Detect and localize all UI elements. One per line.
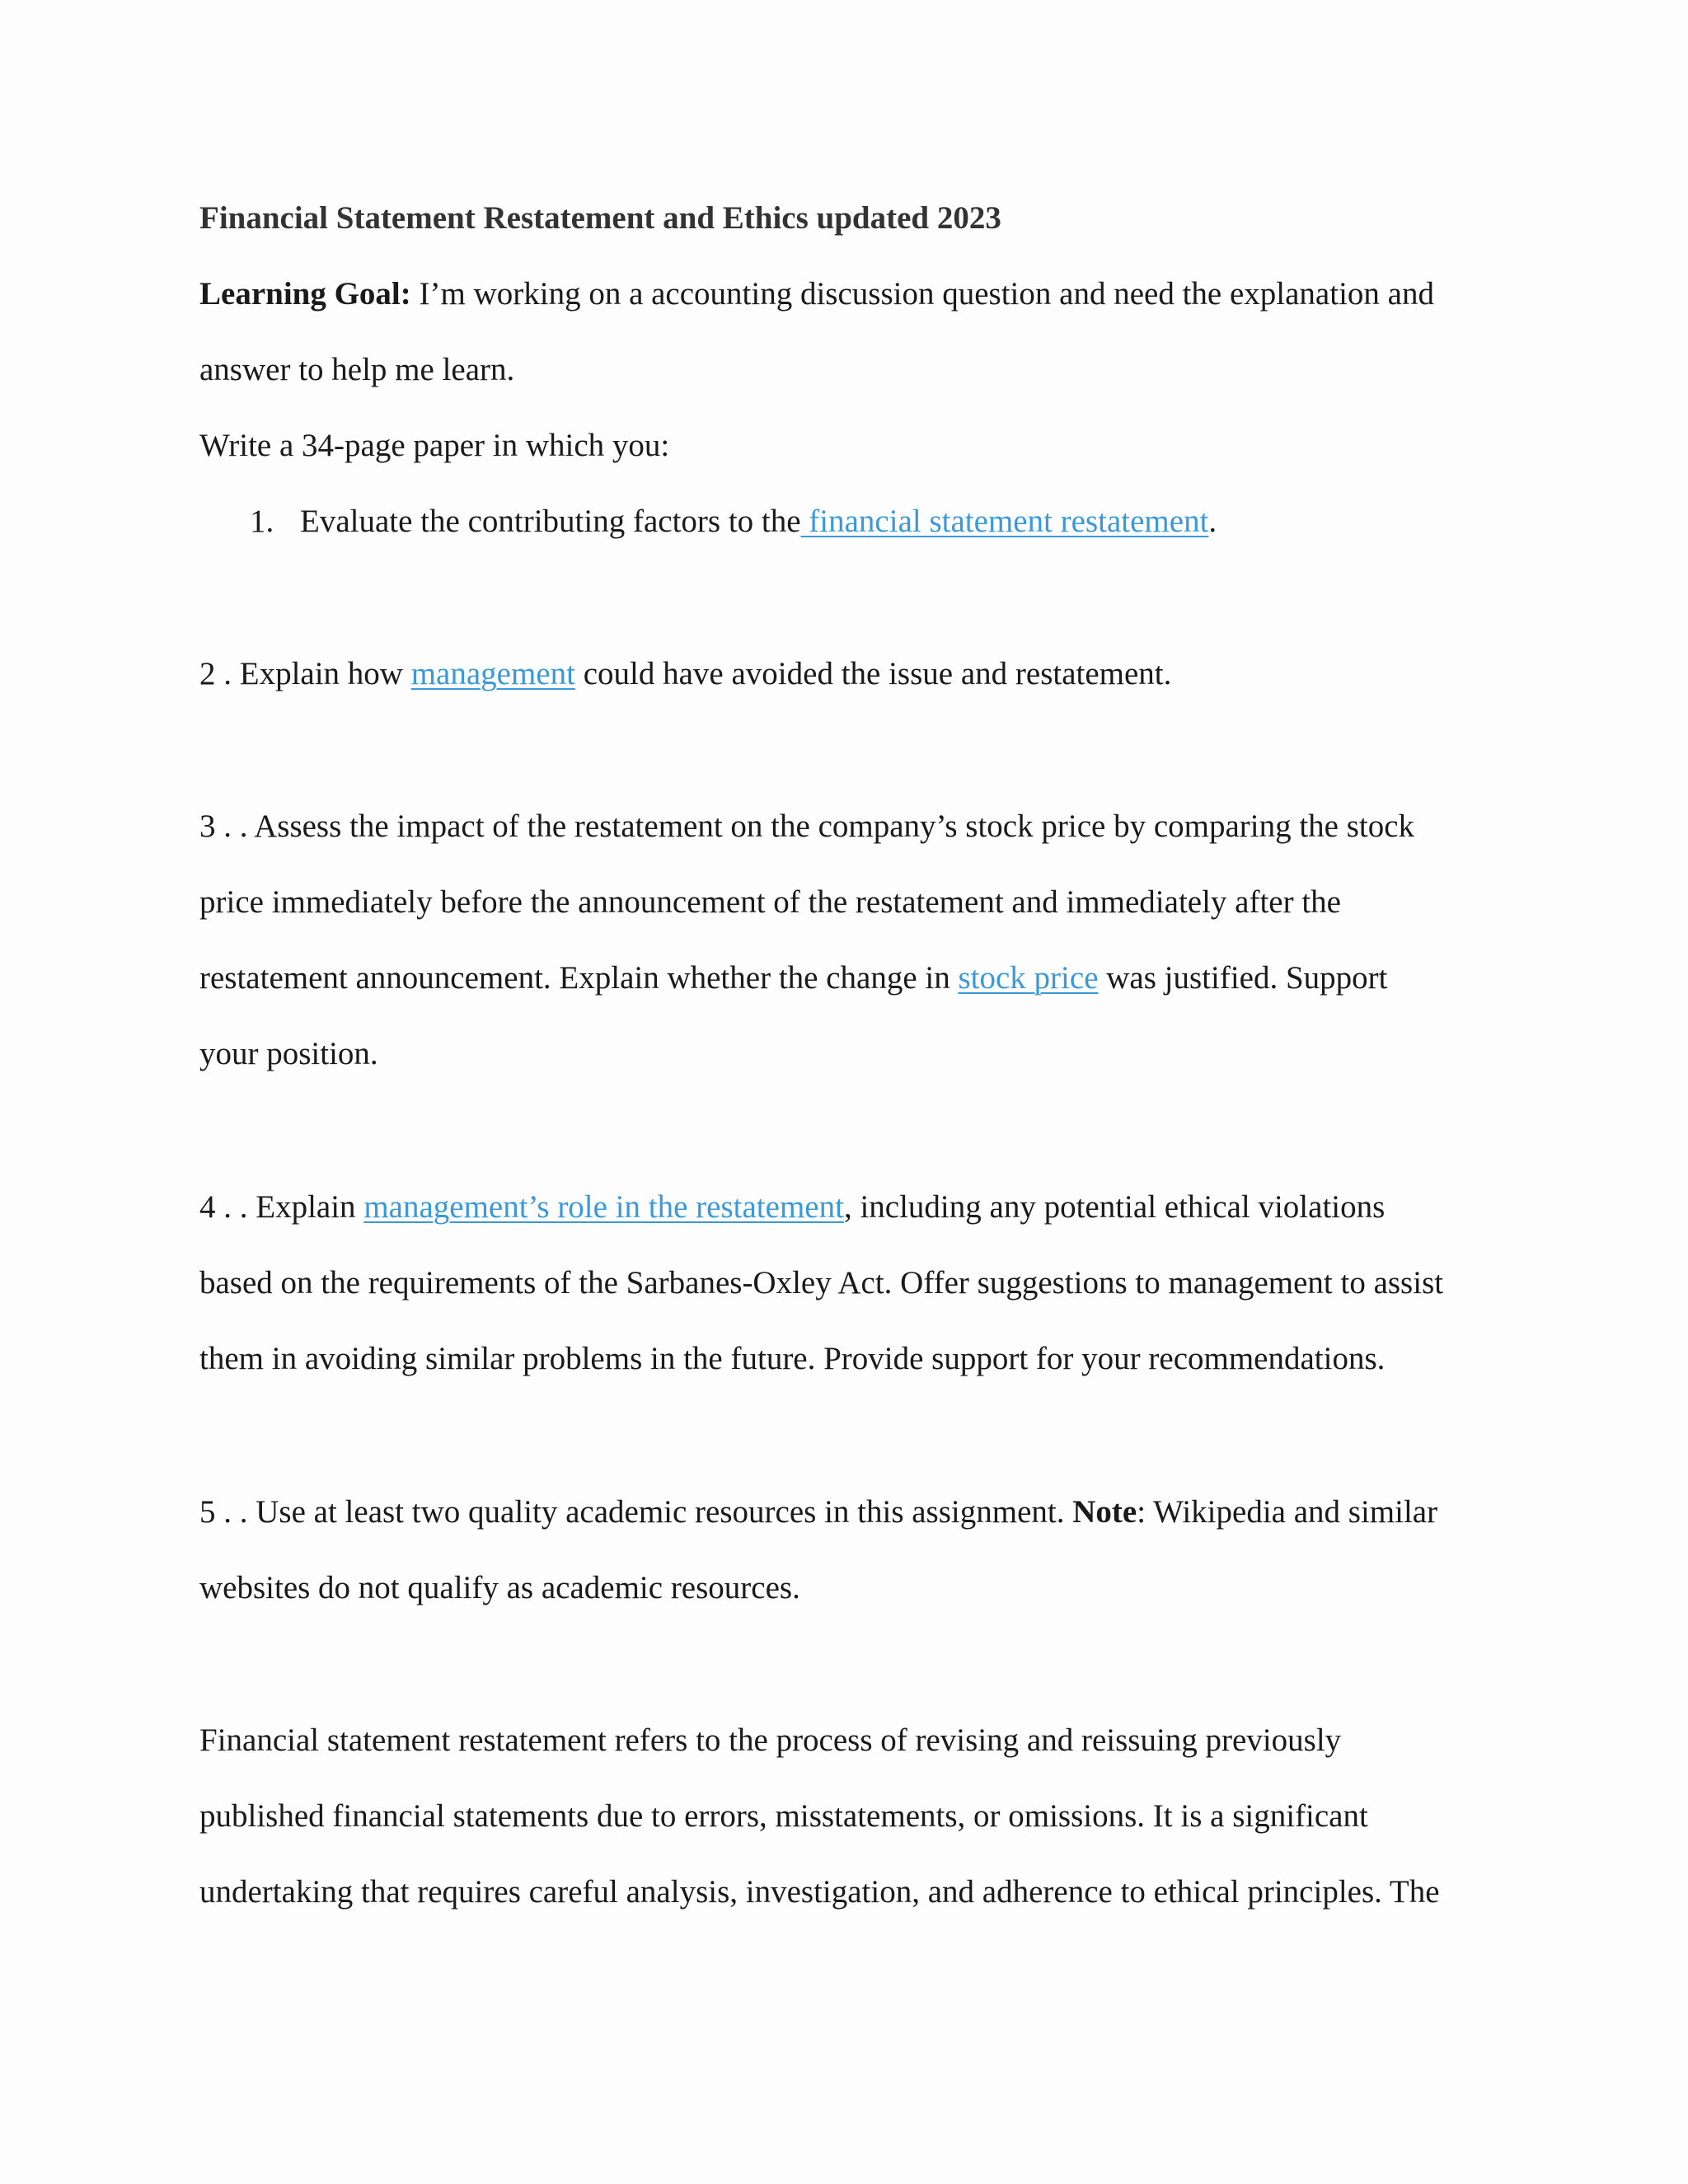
list-item-4-text-after: , including any potential ethical violations	[843, 1189, 1386, 1225]
list-item-1-number: 1.	[250, 504, 274, 539]
managements-role-link[interactable]: management’s role in the restatement	[363, 1189, 844, 1225]
management-link[interactable]: management	[410, 656, 575, 691]
body-paragraph-line-3: undertaking that requires careful analysis, investigation, and adherence to ethical principles. The	[199, 1874, 1440, 1910]
list-item-2	[199, 658, 1171, 690]
list-item-4-text-before: 4 . . Explain	[199, 1189, 364, 1225]
list-item-3-line-1: 3 . . Assess the impact of the restatement on the company’s stock price by comparing the stock	[199, 808, 1415, 844]
list-item-1-period: .	[1208, 504, 1217, 539]
list-item-4-line-1	[199, 1191, 1385, 1223]
document-title: Financial Statement Restatement and Ethics updated 2023	[199, 200, 1001, 236]
list-item-3-line-3	[199, 962, 1387, 994]
list-item-5-line-2: websites do not qualify as academic resources.	[199, 1570, 800, 1605]
list-item-2-text-after: could have avoided the issue and restatement.	[574, 656, 1172, 691]
list-item-3-line-4: your position.	[199, 1036, 378, 1071]
list-item-5-line-1	[199, 1496, 1437, 1528]
list-item-4-line-2: based on the requirements of the Sarbanes-Oxley Act. Offer suggestions to management to assist	[199, 1265, 1444, 1301]
body-paragraph-line-1: Financial statement restatement refers to the process of revising and reissuing previously	[199, 1722, 1342, 1758]
list-item-3-text-after: was justified. Support	[1098, 960, 1388, 996]
learning-goal-text: I’m working on a accounting discussion question and need the explanation and	[410, 276, 1434, 312]
list-item-1-text: Evaluate the contributing factors to the	[300, 504, 801, 539]
assignment-prompt: Write a 34-page paper in which you:	[199, 428, 670, 463]
stock-price-link[interactable]: stock price	[958, 960, 1099, 996]
learning-goal-line-1	[199, 278, 1434, 310]
list-item-1	[250, 505, 1217, 537]
list-item-3-line-2: price immediately before the announcement of the restatement and immediately after the	[199, 884, 1341, 920]
note-label: Note	[1072, 1494, 1137, 1530]
list-item-5-text-before: 5 . . Use at least two quality academic resources in this assignment.	[199, 1494, 1073, 1530]
list-item-5-text-after: : Wikipedia and similar	[1137, 1494, 1438, 1530]
list-item-2-text-before: 2 . Explain how	[199, 656, 411, 691]
body-paragraph-line-2: published financial statements due to errors, misstatements, or omissions. It is a significant	[199, 1798, 1368, 1834]
list-item-4-line-3: them in avoiding similar problems in the future. Provide support for your recommendations.	[199, 1341, 1386, 1376]
list-item-3-text-before: restatement announcement. Explain whether the change in	[199, 960, 959, 996]
learning-goal-label: Learning Goal:	[199, 276, 411, 312]
financial-statement-restatement-link[interactable]: financial statement restatement	[800, 504, 1209, 539]
learning-goal-line-2: answer to help me learn.	[199, 352, 515, 387]
